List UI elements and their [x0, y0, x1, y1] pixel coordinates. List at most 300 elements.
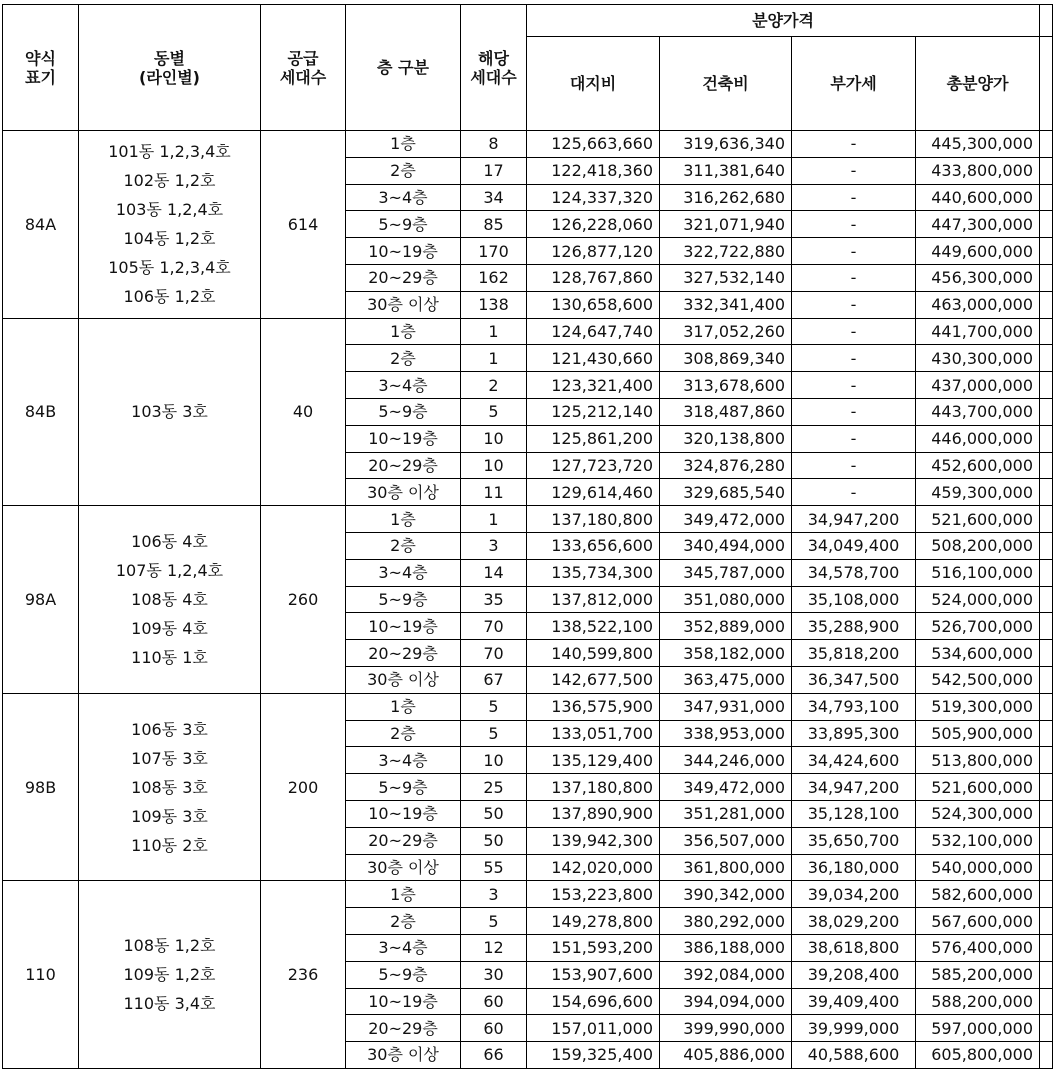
vat-cell: - [792, 131, 916, 158]
vat-cell: - [792, 398, 916, 425]
edge-cell [1040, 318, 1053, 345]
total-cell: 516,100,000 [916, 559, 1040, 586]
vat-cell: - [792, 238, 916, 265]
land-cell: 157,011,000 [527, 1015, 660, 1042]
floor-cell: 2층 [346, 908, 461, 935]
vat-cell: - [792, 184, 916, 211]
header-type-line1: 약식 [25, 48, 56, 68]
land-cell: 137,180,800 [527, 774, 660, 801]
units-cell: 30 [461, 961, 527, 988]
vat-cell: - [792, 425, 916, 452]
dong-cell [79, 506, 261, 694]
edge-cell [1040, 1042, 1053, 1069]
floor-cell: 2층 [346, 345, 461, 372]
dong-line: 104동 1,2호 [123, 229, 216, 249]
vat-cell: 35,818,200 [792, 640, 916, 667]
edge-cell [1040, 774, 1053, 801]
total-cell: 430,300,000 [916, 345, 1040, 372]
dong-cell [79, 318, 261, 506]
land-cell: 136,575,900 [527, 693, 660, 720]
total-cell: 463,000,000 [916, 291, 1040, 318]
building-cell: 399,990,000 [660, 1015, 792, 1042]
total-cell: 534,600,000 [916, 640, 1040, 667]
floor-cell: 3~4층 [346, 747, 461, 774]
table-row [3, 693, 1053, 720]
total-cell: 588,200,000 [916, 988, 1040, 1015]
units-cell: 25 [461, 774, 527, 801]
header-building: 건축비 [660, 37, 792, 131]
land-cell: 135,129,400 [527, 747, 660, 774]
units-cell: 34 [461, 184, 527, 211]
price-table [2, 4, 1053, 1069]
edge-cell [1040, 157, 1053, 184]
floor-cell: 3~4층 [346, 372, 461, 399]
vat-cell: 34,793,100 [792, 693, 916, 720]
building-cell: 321,071,940 [660, 211, 792, 238]
land-cell: 123,321,400 [527, 372, 660, 399]
edge-cell [1040, 1015, 1053, 1042]
land-cell: 159,325,400 [527, 1042, 660, 1069]
dong-line: 108동 1,2호 [123, 936, 216, 956]
floor-cell: 3~4층 [346, 934, 461, 961]
land-cell: 139,942,300 [527, 827, 660, 854]
dong-line: 110동 2호 [131, 835, 208, 855]
floor-cell: 10~19층 [346, 613, 461, 640]
building-cell: 316,262,680 [660, 184, 792, 211]
land-cell: 125,212,140 [527, 398, 660, 425]
land-cell: 125,861,200 [527, 425, 660, 452]
building-cell: 390,342,000 [660, 881, 792, 908]
vat-cell: 35,108,000 [792, 586, 916, 613]
dong-cell [79, 693, 261, 881]
land-cell: 153,223,800 [527, 881, 660, 908]
dong-line: 108동 4호 [131, 589, 208, 609]
units-cell: 10 [461, 747, 527, 774]
units-cell: 1 [461, 506, 527, 533]
building-cell: 358,182,000 [660, 640, 792, 667]
land-cell: 135,734,300 [527, 559, 660, 586]
dong-line: 101동 1,2,3,4호 [108, 142, 231, 162]
land-cell: 130,658,600 [527, 291, 660, 318]
floor-cell: 30층 이상 [346, 291, 461, 318]
total-cell: 605,800,000 [916, 1042, 1040, 1069]
building-cell: 352,889,000 [660, 613, 792, 640]
edge-cell [1040, 908, 1053, 935]
total-cell: 524,300,000 [916, 800, 1040, 827]
edge-cell [1040, 238, 1053, 265]
units-cell: 50 [461, 800, 527, 827]
floor-cell: 30층 이상 [346, 666, 461, 693]
edge-cell [1040, 854, 1053, 881]
building-cell: 338,953,000 [660, 720, 792, 747]
header-price: 분양가격 [527, 5, 1040, 37]
header-edge [1040, 5, 1053, 37]
floor-cell: 1층 [346, 131, 461, 158]
dong-line: 107동 1,2,4호 [115, 560, 224, 580]
floor-cell: 20~29층 [346, 827, 461, 854]
header-vat: 부가세 [792, 37, 916, 131]
units-cell: 1 [461, 318, 527, 345]
vat-cell: 38,618,800 [792, 934, 916, 961]
header-land: 대지비 [527, 37, 660, 131]
units-cell: 170 [461, 238, 527, 265]
edge-cell [1040, 666, 1053, 693]
vat-cell: - [792, 452, 916, 479]
vat-cell: - [792, 291, 916, 318]
building-cell: 329,685,540 [660, 479, 792, 506]
dong-line: 103동 3호 [131, 402, 208, 422]
vat-cell: 36,180,000 [792, 854, 916, 881]
building-cell: 319,636,340 [660, 131, 792, 158]
dong-line: 110동 3,4호 [123, 994, 216, 1014]
table-row [3, 506, 1053, 533]
floor-cell: 2층 [346, 532, 461, 559]
land-cell: 133,051,700 [527, 720, 660, 747]
edge-cell [1040, 988, 1053, 1015]
floor-cell: 10~19층 [346, 425, 461, 452]
total-cell: 445,300,000 [916, 131, 1040, 158]
units-cell: 5 [461, 720, 527, 747]
floor-cell: 5~9층 [346, 961, 461, 988]
edge-cell [1040, 559, 1053, 586]
edge-cell [1040, 881, 1053, 908]
total-cell: 441,700,000 [916, 318, 1040, 345]
table-row [3, 131, 1053, 158]
total-cell: 446,000,000 [916, 425, 1040, 452]
floor-cell: 20~29층 [346, 640, 461, 667]
vat-cell: 39,208,400 [792, 961, 916, 988]
units-cell: 60 [461, 1015, 527, 1042]
land-cell: 124,647,740 [527, 318, 660, 345]
edge-cell [1040, 961, 1053, 988]
vat-cell: 35,650,700 [792, 827, 916, 854]
vat-cell: 35,128,100 [792, 800, 916, 827]
vat-cell: 38,029,200 [792, 908, 916, 935]
vat-cell: - [792, 318, 916, 345]
building-cell: 347,931,000 [660, 693, 792, 720]
floor-cell: 5~9층 [346, 398, 461, 425]
floor-cell: 10~19층 [346, 988, 461, 1015]
total-cell: 542,500,000 [916, 666, 1040, 693]
edge-cell [1040, 264, 1053, 291]
total-cell: 540,000,000 [916, 854, 1040, 881]
units-cell: 55 [461, 854, 527, 881]
edge-cell [1040, 800, 1053, 827]
edge-cell [1040, 720, 1053, 747]
building-cell: 317,052,260 [660, 318, 792, 345]
floor-cell: 20~29층 [346, 452, 461, 479]
total-cell: 513,800,000 [916, 747, 1040, 774]
floor-cell: 5~9층 [346, 586, 461, 613]
total-cell: 449,600,000 [916, 238, 1040, 265]
building-cell: 322,722,880 [660, 238, 792, 265]
edge-cell [1040, 747, 1053, 774]
vat-cell: - [792, 372, 916, 399]
header-units-line2: 세대수 [470, 67, 517, 87]
total-cell: 532,100,000 [916, 827, 1040, 854]
land-cell: 137,180,800 [527, 506, 660, 533]
building-cell: 340,494,000 [660, 532, 792, 559]
total-cell: 433,800,000 [916, 157, 1040, 184]
building-cell: 345,787,000 [660, 559, 792, 586]
vat-cell: 34,424,600 [792, 747, 916, 774]
edge-cell [1040, 827, 1053, 854]
building-cell: 318,487,860 [660, 398, 792, 425]
building-cell: 332,341,400 [660, 291, 792, 318]
supply-cell: 200 [261, 693, 346, 881]
vat-cell: 40,588,600 [792, 1042, 916, 1069]
floor-cell: 10~19층 [346, 238, 461, 265]
land-cell: 133,656,600 [527, 532, 660, 559]
total-cell: 567,600,000 [916, 908, 1040, 935]
building-cell: 327,532,140 [660, 264, 792, 291]
edge-cell [1040, 640, 1053, 667]
units-cell: 138 [461, 291, 527, 318]
edge-cell [1040, 452, 1053, 479]
table-row [3, 881, 1053, 908]
land-cell: 129,614,460 [527, 479, 660, 506]
building-cell: 351,080,000 [660, 586, 792, 613]
edge-cell [1040, 586, 1053, 613]
vat-cell: - [792, 211, 916, 238]
table-header [3, 5, 1053, 131]
vat-cell: 36,347,500 [792, 666, 916, 693]
building-cell: 392,084,000 [660, 961, 792, 988]
dong-cell [79, 131, 261, 319]
building-cell: 313,678,600 [660, 372, 792, 399]
units-cell: 35 [461, 586, 527, 613]
total-cell: 521,600,000 [916, 506, 1040, 533]
land-cell: 127,723,720 [527, 452, 660, 479]
units-cell: 67 [461, 666, 527, 693]
floor-cell: 3~4층 [346, 184, 461, 211]
edge-cell [1040, 479, 1053, 506]
units-cell: 1 [461, 345, 527, 372]
header-units [461, 5, 527, 131]
header-type [3, 5, 79, 131]
floor-cell: 3~4층 [346, 559, 461, 586]
units-cell: 50 [461, 827, 527, 854]
land-cell: 154,696,600 [527, 988, 660, 1015]
units-cell: 66 [461, 1042, 527, 1069]
units-cell: 85 [461, 211, 527, 238]
edge-cell [1040, 398, 1053, 425]
supply-cell: 260 [261, 506, 346, 694]
dong-line: 103동 1,2,4호 [115, 200, 224, 220]
units-cell: 10 [461, 452, 527, 479]
building-cell: 356,507,000 [660, 827, 792, 854]
type-cell: 98A [3, 506, 79, 694]
edge-cell [1040, 372, 1053, 399]
vat-cell: 35,288,900 [792, 613, 916, 640]
floor-cell: 30층 이상 [346, 1042, 461, 1069]
units-cell: 12 [461, 934, 527, 961]
floor-cell: 2층 [346, 157, 461, 184]
building-cell: 311,381,640 [660, 157, 792, 184]
edge-cell [1040, 934, 1053, 961]
total-cell: 521,600,000 [916, 774, 1040, 801]
vat-cell: 39,034,200 [792, 881, 916, 908]
total-cell: 597,000,000 [916, 1015, 1040, 1042]
supply-cell: 614 [261, 131, 346, 319]
land-cell: 151,593,200 [527, 934, 660, 961]
units-cell: 17 [461, 157, 527, 184]
vat-cell: 39,409,400 [792, 988, 916, 1015]
table-body [3, 131, 1053, 1069]
floor-cell: 1층 [346, 881, 461, 908]
edge-cell [1040, 131, 1053, 158]
header-supply-line1: 공급 [287, 48, 319, 68]
vat-cell: - [792, 479, 916, 506]
supply-cell: 236 [261, 881, 346, 1069]
units-cell: 5 [461, 908, 527, 935]
units-cell: 8 [461, 131, 527, 158]
dong-line: 110동 1호 [131, 647, 208, 667]
building-cell: 344,246,000 [660, 747, 792, 774]
floor-cell: 2층 [346, 720, 461, 747]
header-total: 총분양가 [916, 37, 1040, 131]
building-cell: 363,475,000 [660, 666, 792, 693]
building-cell: 349,472,000 [660, 506, 792, 533]
header-dong-line2: (라인별) [139, 67, 200, 87]
dong-line: 105동 1,2,3,4호 [108, 258, 231, 278]
vat-cell: 34,578,700 [792, 559, 916, 586]
dong-line: 109동 3호 [131, 806, 208, 826]
total-cell: 585,200,000 [916, 961, 1040, 988]
edge-cell [1040, 291, 1053, 318]
dong-line: 108동 3호 [131, 777, 208, 797]
type-cell: 98B [3, 693, 79, 881]
building-cell: 394,094,000 [660, 988, 792, 1015]
land-cell: 122,418,360 [527, 157, 660, 184]
header-edge-2 [1040, 37, 1053, 131]
total-cell: 447,300,000 [916, 211, 1040, 238]
edge-cell [1040, 211, 1053, 238]
total-cell: 526,700,000 [916, 613, 1040, 640]
building-cell: 405,886,000 [660, 1042, 792, 1069]
vat-cell: 34,049,400 [792, 532, 916, 559]
total-cell: 582,600,000 [916, 881, 1040, 908]
type-cell: 84B [3, 318, 79, 506]
type-cell: 110 [3, 881, 79, 1069]
floor-cell: 10~19층 [346, 800, 461, 827]
total-cell: 452,600,000 [916, 452, 1040, 479]
land-cell: 137,812,000 [527, 586, 660, 613]
dong-cell [79, 881, 261, 1069]
land-cell: 125,663,660 [527, 131, 660, 158]
land-cell: 142,020,000 [527, 854, 660, 881]
vat-cell: - [792, 264, 916, 291]
header-units-line1: 해당 [478, 48, 509, 68]
dong-line: 107동 3호 [131, 748, 208, 768]
units-cell: 10 [461, 425, 527, 452]
dong-line: 102동 1,2호 [123, 171, 216, 191]
total-cell: 524,000,000 [916, 586, 1040, 613]
dong-line: 106동 4호 [131, 531, 208, 551]
land-cell: 128,767,860 [527, 264, 660, 291]
dong-line: 109동 4호 [131, 618, 208, 638]
total-cell: 456,300,000 [916, 264, 1040, 291]
vat-cell: 34,947,200 [792, 774, 916, 801]
total-cell: 440,600,000 [916, 184, 1040, 211]
vat-cell: - [792, 345, 916, 372]
header-type-line2: 표기 [25, 67, 56, 87]
floor-cell: 1층 [346, 506, 461, 533]
table-row [3, 318, 1053, 345]
units-cell: 70 [461, 640, 527, 667]
building-cell: 380,292,000 [660, 908, 792, 935]
building-cell: 308,869,340 [660, 345, 792, 372]
building-cell: 386,188,000 [660, 934, 792, 961]
building-cell: 320,138,800 [660, 425, 792, 452]
floor-cell: 30층 이상 [346, 479, 461, 506]
building-cell: 361,800,000 [660, 854, 792, 881]
floor-cell: 20~29층 [346, 1015, 461, 1042]
header-floor: 층 구분 [346, 5, 461, 131]
floor-cell: 5~9층 [346, 211, 461, 238]
edge-cell [1040, 532, 1053, 559]
land-cell: 126,877,120 [527, 238, 660, 265]
land-cell: 124,337,320 [527, 184, 660, 211]
total-cell: 508,200,000 [916, 532, 1040, 559]
units-cell: 14 [461, 559, 527, 586]
header-supply [261, 5, 346, 131]
land-cell: 137,890,900 [527, 800, 660, 827]
units-cell: 70 [461, 613, 527, 640]
land-cell: 121,430,660 [527, 345, 660, 372]
dong-line: 109동 1,2호 [123, 965, 216, 985]
land-cell: 140,599,800 [527, 640, 660, 667]
edge-cell [1040, 345, 1053, 372]
units-cell: 11 [461, 479, 527, 506]
units-cell: 3 [461, 532, 527, 559]
edge-cell [1040, 613, 1053, 640]
floor-cell: 20~29층 [346, 264, 461, 291]
edge-cell [1040, 693, 1053, 720]
floor-cell: 30층 이상 [346, 854, 461, 881]
land-cell: 149,278,800 [527, 908, 660, 935]
units-cell: 60 [461, 988, 527, 1015]
building-cell: 324,876,280 [660, 452, 792, 479]
edge-cell [1040, 425, 1053, 452]
total-cell: 505,900,000 [916, 720, 1040, 747]
units-cell: 162 [461, 264, 527, 291]
units-cell: 2 [461, 372, 527, 399]
vat-cell: 33,895,300 [792, 720, 916, 747]
supply-cell: 40 [261, 318, 346, 506]
dong-line: 106동 3호 [131, 719, 208, 739]
building-cell: 349,472,000 [660, 774, 792, 801]
header-dong [79, 5, 261, 131]
vat-cell: - [792, 157, 916, 184]
total-cell: 443,700,000 [916, 398, 1040, 425]
units-cell: 5 [461, 398, 527, 425]
floor-cell: 5~9층 [346, 774, 461, 801]
floor-cell: 1층 [346, 693, 461, 720]
total-cell: 459,300,000 [916, 479, 1040, 506]
total-cell: 519,300,000 [916, 693, 1040, 720]
total-cell: 437,000,000 [916, 372, 1040, 399]
type-cell: 84A [3, 131, 79, 319]
floor-cell: 1층 [346, 318, 461, 345]
header-supply-line2: 세대수 [279, 67, 327, 87]
edge-cell [1040, 506, 1053, 533]
building-cell: 351,281,000 [660, 800, 792, 827]
units-cell: 3 [461, 881, 527, 908]
header-dong-line1: 동별 [154, 48, 185, 68]
dong-line: 106동 1,2호 [123, 287, 216, 307]
vat-cell: 39,999,000 [792, 1015, 916, 1042]
